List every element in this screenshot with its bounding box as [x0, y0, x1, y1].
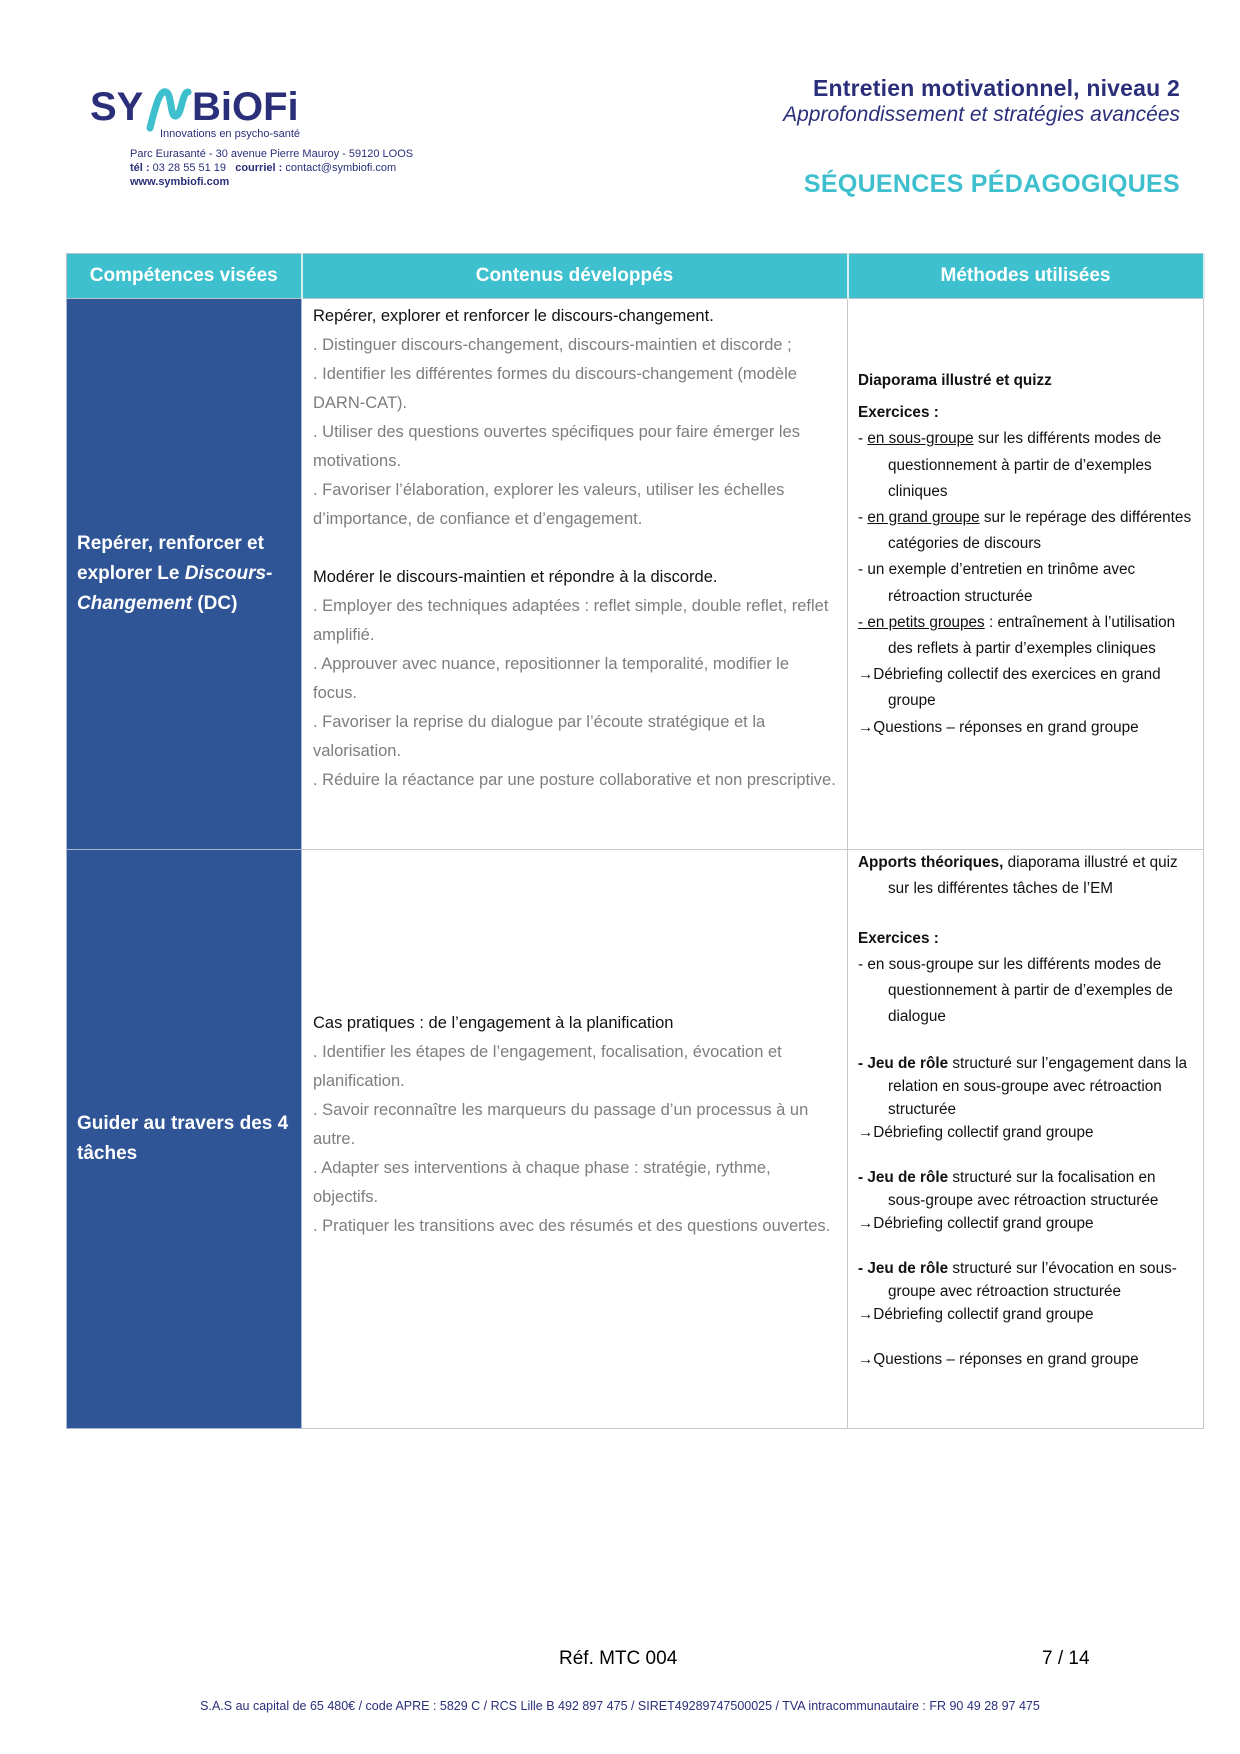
content-lead: Modérer le discours-maintien et répondre à la discorde.: [313, 568, 718, 586]
content-item: . Pratiquer les transitions avec des résumés et des questions ouvertes.: [313, 1217, 831, 1235]
website-link[interactable]: www.symbiofi.com: [130, 176, 230, 188]
content-item: . Identifier les étapes de l’engagement, focalisation, évocation et planification.: [313, 1043, 782, 1090]
svg-text:BiOFi: BiOFi: [192, 85, 299, 129]
content-item: . Distinguer discours-changement, discours-maintien et discorde ;: [313, 336, 792, 354]
content-lead: Repérer, explorer et renforcer le discours-changement.: [313, 307, 714, 325]
method-item: - en grand groupe sur le repérage des différentes catégories de discours: [858, 509, 1192, 553]
content-item: . Favoriser l’élaboration, explorer les valeurs, utiliser les échelles d’importance, de confiance et d’engagement.: [313, 481, 785, 528]
legal-footer: S.A.S au capital de 65 480€ / code APRE : 5829 C / RCS Lille B 492 897 475 / SIRET49289747500025 / TVA intracommunautaire : FR 90 49 28 97 475: [200, 1699, 1040, 1713]
tel-label: tél :: [130, 162, 150, 174]
methods-cell: [848, 299, 1204, 850]
pedagogical-sequences-table: [66, 253, 1205, 1429]
document-reference: Réf. MTC 004: [559, 1648, 678, 1669]
methods-intro: Apports théoriques, diaporama illustré et quiz sur les différentes tâches de l’EM: [858, 854, 1178, 897]
method-item: - en sous-groupe sur les différents modes de questionnement à partir de d’exemples cliniques: [858, 430, 1162, 500]
method-qa: →Questions – réponses en grand groupe: [858, 1351, 1139, 1368]
column-header-methodes: Méthodes utilisées: [848, 254, 1204, 299]
tel-value: 03 28 55 51 19: [152, 162, 227, 174]
mail-link[interactable]: contact@symbiofi.com: [285, 162, 397, 174]
competence-cell: [67, 299, 302, 850]
role-play-item: - Jeu de rôle structuré sur l’engagement dans la relation en sous-groupe avec rétroaction structurée: [858, 1055, 1188, 1118]
content-item: . Favoriser la reprise du dialogue par l’écoute stratégique et la valorisation.: [313, 713, 766, 760]
column-header-contenus: Contenus développés: [302, 254, 848, 299]
role-play-item: - Jeu de rôle structuré sur l’évocation en sous-groupe avec rétroaction structurée: [858, 1260, 1177, 1300]
competence-text: Guider au travers des 4 tâches: [77, 1113, 289, 1164]
method-debrief: →Débriefing collectif grand groupe: [858, 1124, 1094, 1141]
company-address: [130, 147, 413, 189]
method-item: - un exemple d’entretien en trinôme avec rétroaction structurée: [858, 561, 1136, 605]
section-title: SÉQUENCES PÉDAGOGIQUES: [803, 170, 1180, 198]
method-debrief: →Débriefing collectif grand groupe: [858, 1306, 1094, 1323]
role-play-item: - Jeu de rôle structuré sur la focalisation en sous-groupe avec rétroaction structurée: [858, 1169, 1159, 1209]
content-item: . Employer des techniques adaptées : reflet simple, double reflet, reflet amplifié.: [313, 597, 829, 644]
svg-text:SY: SY: [90, 85, 144, 129]
exercises-label: Exercices :: [858, 930, 939, 947]
competence-text: Repérer, renforcer et explorer Le Discours-Changement (DC): [77, 533, 273, 614]
table-row: [67, 850, 1204, 1429]
table-row: [67, 299, 1204, 850]
page-number: 7 / 14: [1042, 1648, 1090, 1669]
content-cell: [302, 850, 848, 1429]
address-line: Parc Eurasanté - 30 avenue Pierre Mauroy - 59120 LOOS: [130, 148, 414, 160]
method-debrief: →Débriefing collectif grand groupe: [858, 1215, 1094, 1232]
svg-text:Innovations en psycho-santé: Innovations en psycho-santé: [160, 128, 301, 140]
content-lead: Cas pratiques : de l’engagement à la planification: [313, 1014, 674, 1032]
document-title-block: [783, 74, 1180, 128]
content-item: . Réduire la réactance par une posture collaborative et non prescriptive.: [313, 771, 836, 789]
method-qa: →Questions – réponses en grand groupe: [858, 718, 1139, 736]
content-item: . Adapter ses interventions à chaque phase : stratégie, rythme, objectifs.: [313, 1159, 771, 1206]
content-item: . Identifier les différentes formes du discours-changement (modèle DARN-CAT).: [313, 365, 797, 412]
method-item: - en sous-groupe sur les différents modes de questionnement à partir de d’exemples de dialogue: [858, 956, 1173, 1025]
competence-cell: [67, 850, 302, 1429]
methods-cell: [848, 850, 1204, 1429]
mail-label: courriel :: [235, 162, 283, 174]
document-subtitle: Approfondissement et stratégies avancées: [783, 103, 1180, 126]
method-debrief: →Débriefing collectif des exercices en grand groupe: [858, 666, 1161, 710]
content-item: . Utiliser des questions ouvertes spécifiques pour faire émerger les motivations.: [313, 423, 800, 470]
column-header-competences: Compétences visées: [67, 254, 302, 299]
content-item: . Approuver avec nuance, repositionner la temporalité, modifier le focus.: [313, 655, 790, 702]
methods-intro: Diaporama illustré et quizz: [858, 372, 1052, 389]
symbiofi-logo: [90, 84, 330, 142]
table-header-row: [67, 254, 1204, 299]
content-cell: [302, 299, 848, 850]
contact-line: [130, 161, 413, 175]
document-title: Entretien motivationnel, niveau 2: [812, 75, 1180, 101]
exercises-label: Exercices :: [858, 404, 939, 422]
content-item: . Savoir reconnaître les marqueurs du passage d’un processus à un autre.: [313, 1101, 809, 1148]
method-item: - en petits groupes : entraînement à l’utilisation des reflets à partir d’exemples cliniques: [858, 613, 1176, 658]
